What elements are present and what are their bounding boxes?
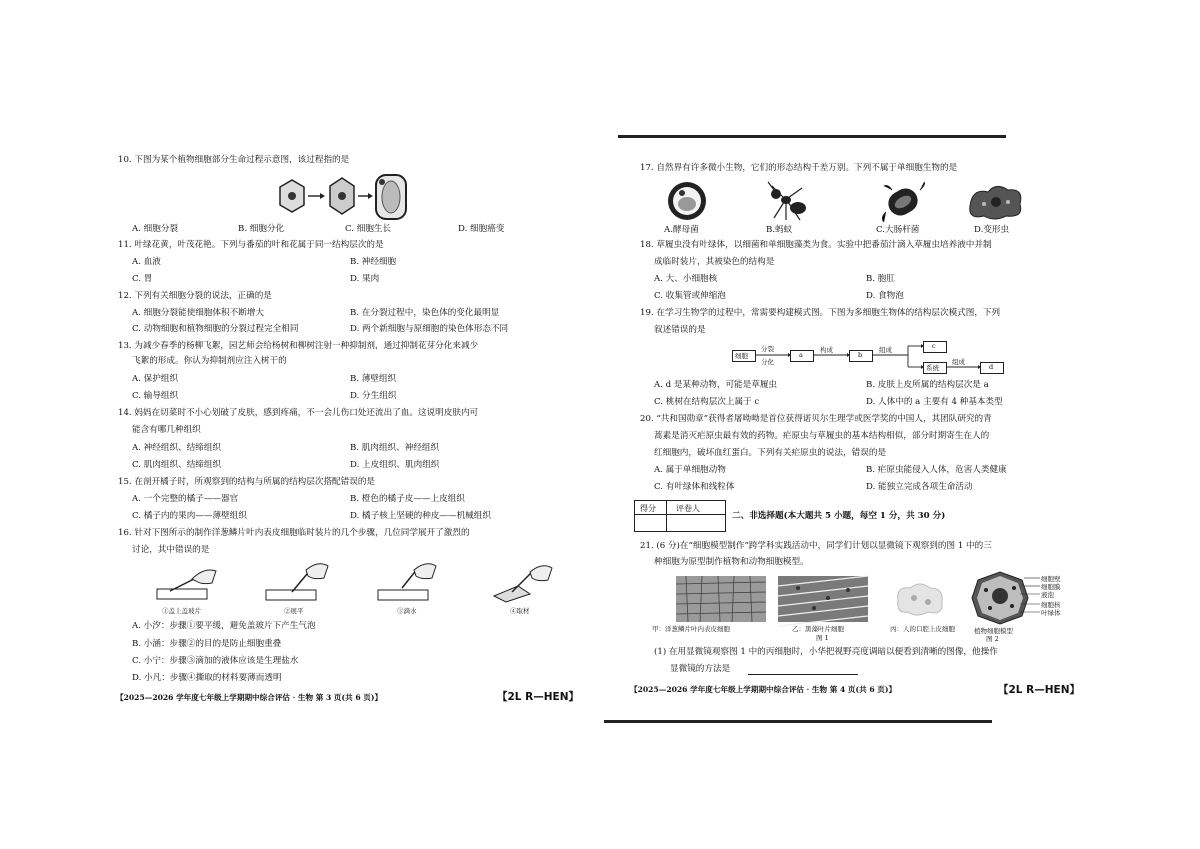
q17-label-a: A.酵母菌 (664, 225, 699, 235)
q14-option-a: A. 神经组织、结缔组织 (132, 443, 222, 453)
q15-option-a: A. 一个完整的橘子——器官 (132, 494, 239, 504)
q18-stem-line1: 18. 草履虫没有叶绿体，以细菌和单细胞藻类为食。实验中把番茄汁滴入草履虫培养液中并制 (640, 240, 992, 250)
q21-caption-cheek: 丙：人的口腔上皮细胞 (890, 625, 955, 633)
q13-stem-line1: 13. 为减少春季的杨柳飞絮，园艺师会给杨树和柳树注射一种抑制剂，通过抑制花芽分化来减少 (118, 341, 479, 351)
q21-onion-cells-image (676, 576, 766, 622)
score-table-score-label: 得分 (640, 504, 656, 513)
model-label-vacuole: 液泡 (1041, 591, 1054, 599)
q19-option-b: B. 皮肤上皮所属的结构层次是 a (866, 380, 989, 390)
q10-stem: 10. 下图为某个植物细胞部分生命过程示意图，该过程指的是 (118, 155, 350, 165)
diagram-d-label: d (989, 363, 994, 371)
q20-stem-line3: 红细胞内，破坏血红蛋白。下列有关疟原虫的说法，错误的是 (654, 448, 887, 458)
q13-option-d: D. 分生组织 (350, 391, 397, 401)
q16-stem-line1: 16. 针对下图所示的制作洋葱鳞片叶内表皮细胞临时装片的几个步骤，几位同学展开了激烈的 (118, 528, 470, 538)
left-code-tag: 【2L R—HEN】 (497, 691, 579, 703)
q21-sub1-line1: (1) 在用显微镜观察图 1 中的丙细胞时，小华把视野亮度调暗以便看到清晰的图像，他操作 (654, 647, 998, 657)
model-label-nucleus: 细胞核 (1041, 601, 1061, 609)
q17-label-b: B.蚂蚁 (766, 225, 793, 235)
q16-step2-label: ②展平 (284, 607, 304, 615)
q16-step2-figure (262, 560, 332, 604)
diagram-c-label: c (932, 342, 936, 350)
q18-option-c: C. 收集管或伸缩泡 (654, 291, 726, 301)
q20-stem-line1: 20. “共和国勋章”获得者屠呦呦是首位获得诺贝尔生理学或医学奖的中国人，其团队研究的青 (640, 414, 992, 424)
q10-option-a: A. 细胞分裂 (132, 224, 179, 234)
q15-option-c: C. 橘子内的果肉——薄壁组织 (132, 511, 247, 521)
q20-option-d: D. 能独立完成各项生命活动 (866, 482, 973, 492)
diagram-differentiate-label: 分化 (761, 358, 774, 366)
q21-elodea-cells-image (778, 576, 868, 622)
section-2-heading: 二、非选择题(本大题共 5 小题，每空 1 分，共 30 分) (732, 511, 946, 521)
q21-model-leader-lines (1020, 576, 1040, 622)
q17-stem: 17. 自然界有许多微小生物，它们的形态结构千差万别。下列不属于单细胞生物的是 (640, 163, 958, 173)
q14-option-b: B. 肌肉组织、神经组织 (350, 443, 440, 453)
diagram-divide-label: 分裂 (761, 345, 774, 353)
diagram-form2-label: 组成 (879, 346, 892, 354)
q21-cheek-cells-image (890, 578, 950, 620)
q15-option-d: D. 橘子核上坚硬的种皮——机械组织 (350, 511, 491, 521)
q16-step3-figure (374, 560, 444, 604)
q18-stem-line2: 成临时装片，其被染色的结构是 (654, 257, 775, 267)
q10-option-c: C. 细胞生长 (345, 224, 392, 234)
q16-step4-figure (488, 560, 558, 604)
model-label-cell-membrane: 细胞膜 (1041, 583, 1061, 591)
q11-stem: 11. 叶绿花黄，叶茂花艳。下列与番茄的叶和花属于同一结构层次的是 (118, 240, 384, 250)
q19-stem-line2: 叙述错误的是 (654, 325, 706, 335)
q13-stem-line2: 飞絮的形成。你认为抑制剂应注入树干的 (132, 356, 287, 366)
q16-step1-label: ①盖上盖玻片 (162, 607, 201, 615)
q21-stem-line1: 21. (6 分)在“细胞模型制作”跨学科实践活动中，同学们计划以显微镜下观察到的图 1 中的三 (640, 541, 992, 551)
q12-option-b: B. 在分裂过程中，染色体的变化最明显 (350, 308, 500, 318)
q16-stem-line2: 讨论，其中错误的是 (132, 545, 210, 555)
q13-option-b: B. 薄壁组织 (350, 374, 397, 384)
q13-option-a: A. 保护组织 (132, 374, 179, 384)
q18-option-d: D. 食物泡 (866, 291, 904, 301)
q21-figure1-label: 图 1 (816, 634, 829, 642)
q21-caption-onion: 甲：洋葱鳞片叶内表皮细胞 (652, 625, 730, 633)
diagram-form1-label: 构成 (820, 346, 833, 354)
right-footer: 【2025—2026 学年度七年级上学期期中综合评估 · 生物 第 4 页(共 6 页)】 (630, 685, 897, 694)
right-bottom-rule (604, 720, 992, 723)
q21-model-caption: 植物细胞模型 (974, 627, 1013, 635)
q14-stem-line2: 能含有哪几种组织 (132, 425, 201, 435)
q14-option-c: C. 肌肉组织、结缔组织 (132, 460, 222, 470)
q21-sub1-line2: 显微镜的方法是 (670, 664, 731, 674)
right-code-tag: 【2L R—HEN】 (998, 684, 1080, 696)
diagram-b-label: b (858, 351, 863, 359)
q17-label-d: D.变形虫 (974, 225, 1010, 235)
q20-option-c: C. 有叶绿体和线粒体 (654, 482, 735, 492)
model-label-cell-wall: 细胞壁 (1041, 575, 1061, 583)
q12-option-d: D. 两个新细胞与原细胞的染色体形态不同 (350, 324, 509, 334)
q12-option-a: A. 细胞分裂能使细胞体积不断增大 (132, 308, 264, 318)
q20-option-b: B. 疟原虫能侵入人体，危害人类健康 (866, 465, 1007, 475)
q10-cell-process-figure (272, 172, 412, 222)
q16-option-a: A. 小汐：步骤①要平缓，避免盖玻片下产生气泡 (132, 621, 316, 631)
model-label-chloroplast: 叶绿体 (1041, 609, 1061, 617)
q21-caption-elodea: 乙：黑藻叶片细胞 (792, 625, 844, 633)
diagram-system-label: 系统 (926, 364, 939, 372)
q20-option-a: A. 属于单细胞动物 (654, 465, 726, 475)
q11-option-b: B. 神经细胞 (350, 257, 397, 267)
left-footer: 【2025—2026 学年度七年级上学期期中综合评估 · 生物 第 3 页(共 6 页)】 (116, 693, 383, 702)
q20-stem-line2: 蒿素是消灭疟原虫最有效的药物。疟原虫与草履虫的基本结构相似，部分时期寄生在人的 (654, 431, 990, 441)
q10-option-d: D. 细胞癌变 (458, 224, 505, 234)
q16-option-b: B. 小涵：步骤②的目的是防止细胞重叠 (132, 639, 282, 649)
q18-option-b: B. 胞肛 (866, 274, 895, 284)
diagram-a-label: a (799, 351, 803, 359)
q14-stem-line1: 14. 妈妈在切菜时不小心划破了皮肤，感到疼痛，不一会儿伤口处还流出了血。这说明皮肤内可 (118, 408, 479, 418)
q16-step3-label: ③滴水 (397, 607, 417, 615)
q18-option-a: A. 大、小细胞核 (654, 274, 718, 284)
diagram-form3-label: 组成 (952, 358, 965, 366)
q19-option-d: D. 人体中的 a 主要有 4 种基本类型 (866, 397, 1003, 407)
q14-option-d: D. 上皮组织、肌肉组织 (350, 460, 440, 470)
q16-step1-figure (152, 563, 222, 603)
q21-figure2-label: 图 2 (986, 635, 999, 643)
q21-stem-line2: 种细胞为原型制作植物和动物细胞模型。 (654, 557, 809, 567)
q16-step4-label: ④取材 (510, 607, 530, 615)
q19-stem-line1: 19. 在学习生物学的过程中，常需要构建模式图。下图为多细胞生物体的结构层次模式图，下列 (640, 308, 1001, 318)
score-table-grader-label: 评卷人 (676, 504, 700, 513)
q11-option-c: C. 胃 (132, 274, 153, 284)
q12-option-c: C. 动物细胞和植物细胞的分裂过程完全相同 (132, 324, 299, 334)
q17-label-c: C.大肠杆菌 (876, 225, 920, 235)
q13-option-c: C. 输导组织 (132, 391, 179, 401)
q19-option-a: A. d 是某种动物，可能是草履虫 (654, 380, 778, 390)
q10-option-b: B. 细胞分化 (238, 224, 285, 234)
q21-answer-blank[interactable] (748, 674, 858, 675)
q11-option-a: A. 血液 (132, 257, 161, 267)
q16-option-d: D. 小凡：步骤④撕取的材料要薄而透明 (132, 673, 282, 683)
q19-option-c: C. 桃树在结构层次上属于 c (654, 397, 760, 407)
q11-option-d: D. 果肉 (350, 274, 380, 284)
q15-option-b: B. 橙色的橘子皮——上皮组织 (350, 494, 465, 504)
q16-option-c: C. 小宁：步骤③滴加的液体应该是生理盐水 (132, 656, 299, 666)
diagram-arrows (620, 0, 1088, 400)
diagram-cell-label: 细胞 (735, 352, 748, 360)
q12-stem: 12. 下列有关细胞分裂的说法，正确的是 (118, 291, 272, 301)
q15-stem: 15. 在剖开橘子时，所观察到的结构与所属的结构层次搭配错误的是 (118, 477, 376, 487)
